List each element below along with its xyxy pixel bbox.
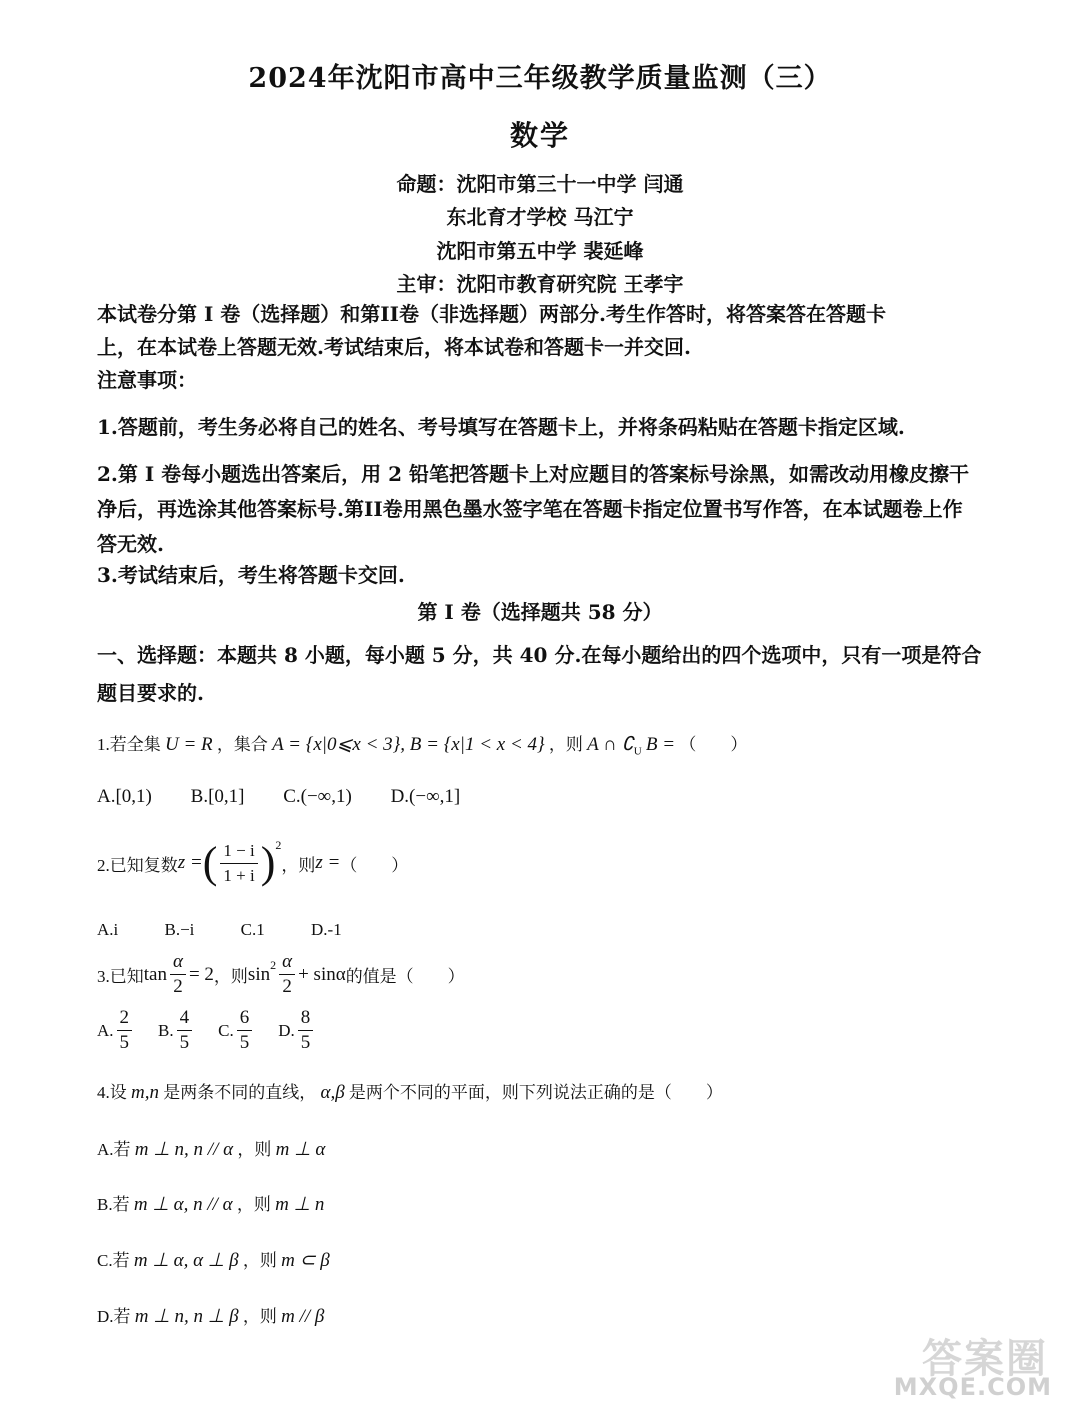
fraction-denominator: 2: [282, 976, 292, 997]
option-condition: m ⊥ n, n ⊥ β: [134, 1306, 239, 1327]
q3-prefix: 3.已知: [97, 967, 144, 986]
q1-prefix: 1.若全集: [97, 735, 161, 754]
option-b: B.−i: [164, 920, 195, 939]
q4-text: 是两个不同的平面，则下列说法正确的是（ ）: [348, 1083, 723, 1102]
left-paren: (: [202, 838, 218, 887]
answer-blank: （ ）: [679, 735, 748, 754]
option-b: B.: [158, 1020, 174, 1040]
question-3: [97, 950, 982, 999]
option-label: C.若: [97, 1251, 130, 1270]
q1-text: ，则: [548, 735, 583, 754]
exam-instructions: [97, 298, 977, 397]
author-line: 东北育才学校 马江宁: [446, 205, 634, 229]
q3-expr: + sinα: [298, 963, 346, 985]
option-c: C.1: [240, 920, 265, 939]
right-paren: ): [260, 838, 276, 887]
fraction-denominator: 5: [239, 1032, 250, 1053]
q1-expr: A = {x|0⩽x < 3}, B = {x|1 < x < 4}: [272, 734, 545, 755]
q4-expr: α,β: [320, 1082, 345, 1103]
fraction-denominator: 5: [179, 1032, 190, 1053]
option-d: D.(−∞,1]: [390, 786, 461, 807]
reviewer-line: 主审：沈阳市教育研究院 王孝宇: [396, 272, 684, 296]
instruction-line: 本试卷分第 I 卷（选择题）和第II卷（非选择题）两部分.考生作答时，将答案答在答题卡: [97, 302, 886, 326]
q2-fraction: [220, 839, 257, 888]
option-a: A.[0,1): [97, 786, 152, 807]
q2-text: ，则: [281, 855, 316, 875]
q1-sub: U: [633, 745, 642, 758]
fraction-numerator: 8: [298, 1006, 314, 1031]
option-label: A.若: [97, 1140, 131, 1159]
part-heading: 一、选择题：本题共 8 小题，每小题 5 分，共 40 分.在每小题给出的四个选项中，只有一项是符合题目要求的.: [97, 643, 982, 705]
notice-item: 2.第 I 卷每小题选出答案后，用 2 铅笔把答题卡上对应题目的答案标号涂黑，如需改动用橡皮擦干净后，再选涂其他答案标号.第II卷用黑色墨水签字笔在答题卡指定位置书写作答，在本试题卷上作答无效.: [97, 462, 970, 556]
option-condition: m ⊥ α, n // α: [133, 1194, 233, 1215]
option-result: m ⊥ α: [275, 1139, 326, 1160]
q4-option-c: [97, 1246, 982, 1272]
q3-expr: = 2: [188, 963, 214, 985]
q3-options: [97, 1006, 982, 1055]
fraction-numerator: 2: [117, 1006, 133, 1031]
fraction-numerator: α: [279, 950, 295, 975]
q2-expr: z =: [177, 852, 203, 873]
q3-text: 的值是（ ）: [345, 967, 465, 986]
notice-item: 1.答题前，考生务必将自己的姓名、考号填写在答题卡上，并将条码粘贴在答题卡指定区域.: [97, 415, 905, 439]
fraction-denominator: 2: [173, 976, 183, 997]
option-a: A.: [97, 1020, 114, 1040]
option-d: D.-1: [311, 920, 342, 939]
option-label: D.若: [97, 1307, 131, 1326]
option-result: m // β: [281, 1306, 325, 1327]
q1-expr: U = R: [165, 734, 213, 755]
option-text: ，则: [237, 1140, 272, 1159]
section-heading: 第 I 卷（选择题共 58 分）: [417, 600, 663, 624]
fraction-numerator: α: [170, 950, 186, 975]
q2-power: 2: [275, 838, 282, 852]
option-condition: m ⊥ α, α ⊥ β: [133, 1250, 239, 1271]
question-4: [97, 1078, 982, 1104]
q3-expr: sin: [247, 963, 271, 985]
q4-expr: m,n: [131, 1082, 159, 1103]
q3-fraction: [170, 950, 186, 999]
author-line: 沈阳市第五中学 裴延峰: [436, 239, 644, 263]
q2-expr: z =: [315, 852, 341, 873]
fraction-numerator: 1 − i: [220, 839, 257, 864]
watermark-url: MXQE.COM: [893, 1373, 1052, 1401]
q1-text: ，集合: [216, 735, 268, 754]
q1-options: [97, 786, 982, 808]
option-text: ，则: [242, 1307, 277, 1326]
question-2: [97, 838, 982, 888]
q3-expr: tan: [143, 963, 167, 985]
q2-options: [97, 920, 982, 940]
fraction-denominator: 5: [119, 1032, 130, 1053]
fraction-numerator: 4: [177, 1006, 193, 1031]
instruction-line: 上，在本试卷上答题无效.考试结束后，将本试卷和答题卡一并交回.: [97, 335, 691, 359]
option-c: C.(−∞,1): [283, 786, 352, 807]
q1-expr: A ∩ ∁: [587, 734, 634, 755]
q3-fraction: [279, 950, 295, 999]
option-d: D.: [278, 1020, 295, 1040]
q4-prefix: 4.设: [97, 1083, 127, 1102]
option-b: B.[0,1]: [190, 786, 245, 807]
q4-option-b: [97, 1190, 982, 1216]
option-condition: m ⊥ n, n // α: [134, 1139, 234, 1160]
watermark-text: 答案圈: [922, 1336, 1048, 1382]
option-result: m ⊂ β: [281, 1250, 330, 1271]
answer-blank: （ ）: [340, 855, 409, 875]
q4-option-d: [97, 1302, 982, 1328]
q3-text: ，则: [213, 967, 248, 986]
q2-prefix: 2.已知复数: [97, 855, 178, 875]
option-c: C.: [218, 1020, 234, 1040]
option-fraction: [177, 1006, 193, 1055]
option-text: ，则: [242, 1251, 277, 1270]
q3-power: 2: [270, 958, 277, 972]
option-fraction: [298, 1006, 314, 1055]
watermark-logo: [883, 1323, 1058, 1403]
author-line: 命题：沈阳市第三十一中学 闫通: [396, 172, 684, 196]
fraction-denominator: 5: [300, 1032, 311, 1053]
exam-title: 2024年沈阳市高中三年级教学质量监测（三）: [248, 63, 832, 94]
fraction-numerator: 6: [237, 1006, 253, 1031]
notice-title: 注意事项：: [97, 368, 197, 392]
exam-subject: 数学: [509, 119, 570, 152]
q4-option-a: [97, 1135, 982, 1161]
q4-text: 是两条不同的直线，: [163, 1083, 317, 1102]
option-a: A.i: [97, 920, 119, 939]
q1-expr: B =: [645, 734, 676, 755]
question-1: [97, 730, 982, 757]
option-fraction: [117, 1006, 133, 1055]
option-result: m ⊥ n: [275, 1194, 325, 1215]
option-text: ，则: [236, 1195, 271, 1214]
fraction-denominator: 1 + i: [223, 865, 255, 885]
option-fraction: [237, 1006, 253, 1055]
notice-item: 3.考试结束后，考生将答题卡交回.: [97, 563, 405, 587]
option-label: B.若: [97, 1195, 130, 1214]
